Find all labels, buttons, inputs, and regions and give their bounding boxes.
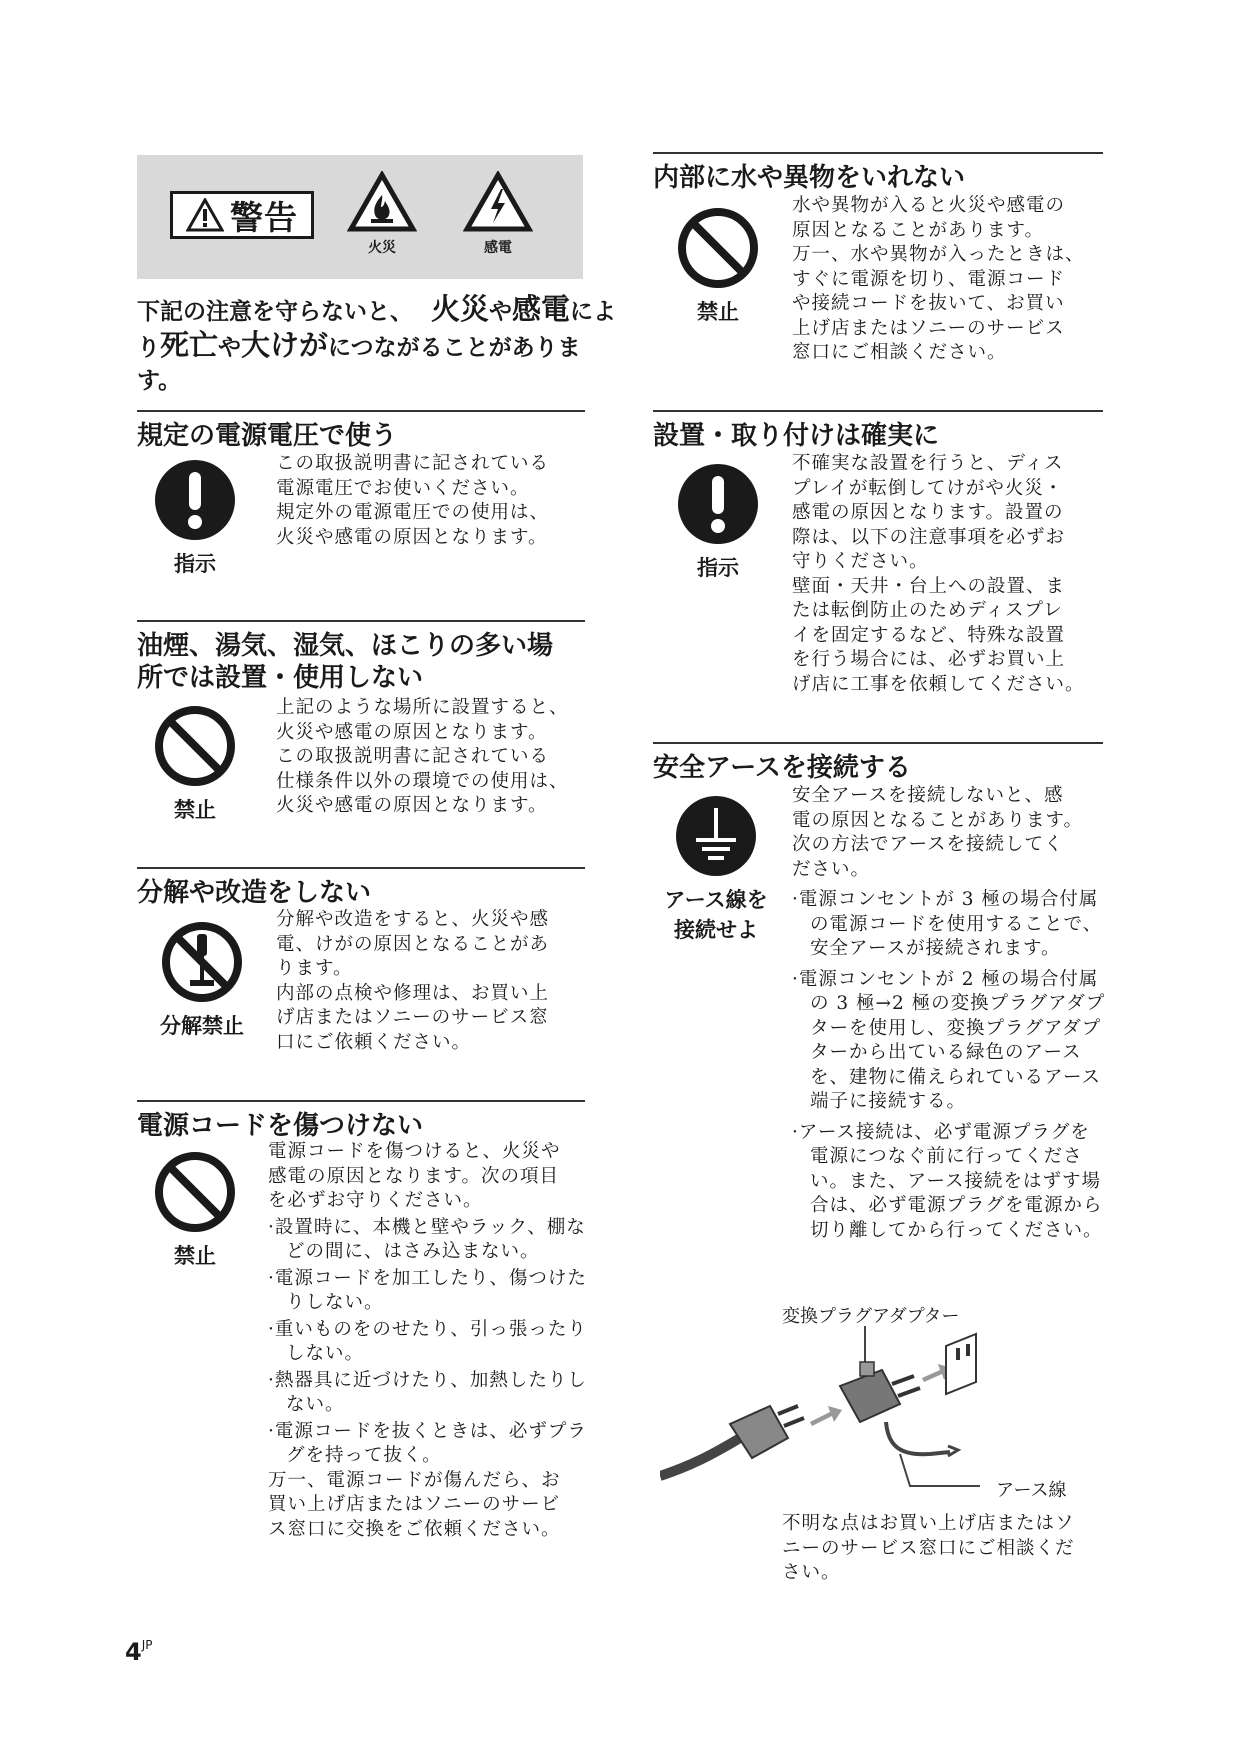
- body-line: ニーのサービス窓口にご相談くだ: [782, 1537, 1075, 1559]
- body-line: 原因となることがあります。: [792, 219, 1045, 241]
- body-line: たは転倒防止のためディスプレ: [792, 600, 1063, 621]
- bullet-item: ·重いものをのせたり、引っ張ったりしない。: [268, 1318, 587, 1364]
- ground-label-line: アース線を: [664, 888, 768, 912]
- body-line: 火災や感電の原因となります。: [276, 721, 548, 743]
- body-line: 万一、電源コードが傷んだら、お: [268, 1469, 561, 1491]
- lead-shock: 感電: [512, 292, 571, 326]
- body-line: 不明な点はお買い上げ店またはソ: [782, 1513, 1075, 1534]
- section-title-install: 設置・取り付けは確実に: [653, 410, 1103, 452]
- bullet-item: ·電源コンセントが 2 極の場合付属の 3 極→2 極の変換プラグアダプターを使用し、変換プラグアダプターから出ている緑色のアースを、建物に備えられているアース端子に接続する。: [792, 968, 1106, 1112]
- wire-label: アース線: [996, 1480, 1067, 1501]
- prohibition-icon-block: [137, 1150, 253, 1270]
- body-line: ス窓口に交換をご依頼ください。: [268, 1518, 561, 1540]
- lead-text-1: 下記の注意を守らないと、: [137, 299, 413, 325]
- body-line: イを固定するなど、特殊な設置: [792, 624, 1066, 646]
- no-disassembly-icon-block: [137, 920, 267, 1040]
- section-title-ground: 安全アースを接続する: [653, 742, 1103, 784]
- disassembly-body: [276, 908, 592, 1055]
- body-line: 口にご依頼ください。: [276, 1031, 472, 1053]
- bullet-item: ·熱器具に近づけたり、加熱したりしない。: [268, 1369, 587, 1415]
- body-line: 火災や感電の原因となります。: [276, 526, 548, 548]
- body-line: 電、けがの原因となることがあ: [276, 933, 550, 955]
- body-line: 窓口にご相談ください。: [792, 342, 1007, 363]
- prohibition-icon: [676, 206, 760, 290]
- instruction-icon-block: [660, 462, 776, 582]
- body-line: この取扱説明書に記されている: [276, 453, 550, 474]
- body-line: 分解や改造をすると、火災や感: [276, 909, 550, 930]
- page-number-suffix: JP: [141, 1638, 153, 1652]
- body-line: 仕様条件以外の環境での使用は、: [276, 770, 569, 792]
- environment-body: [276, 696, 592, 819]
- body-line: 不確実な設置を行うと、ディス: [792, 453, 1064, 474]
- bullet-item: ·設置時に、本機と壁やラック、棚などの間に、はさみ込まない。: [268, 1216, 586, 1262]
- body-line: 買い上げ店またはソニーのサービ: [268, 1494, 561, 1515]
- instruction-label: 指示: [174, 552, 216, 576]
- warning-label: 警告: [230, 197, 298, 237]
- fire-hazard: [337, 171, 427, 257]
- prohibition-icon: [153, 704, 237, 788]
- body-line: 壁面・天井・台上への設置、ま: [792, 575, 1066, 597]
- bullet-item: ·電源コードを抜くときは、必ずプラグを持って抜く。: [268, 1420, 587, 1466]
- shock-label: 感電: [484, 240, 512, 256]
- lead-death: 死亡: [160, 328, 219, 362]
- fire-label: 火災: [368, 240, 396, 256]
- ground-label-line: 接続せよ: [674, 918, 758, 942]
- body-line: 安全アースを接続しないと、感: [792, 785, 1064, 806]
- body-line: 万一、水や異物が入ったときは、: [792, 244, 1085, 265]
- section-title-water: 内部に水や異物をいれない: [653, 152, 1103, 194]
- body-line: 守りください。: [792, 551, 929, 572]
- body-line: 次の方法でアースを接続してく: [792, 834, 1064, 855]
- body-line: 電の原因となることがあります。: [792, 809, 1084, 831]
- install-body: [792, 452, 1104, 697]
- section-title-disassembly: 分解や改造をしない: [137, 867, 585, 909]
- body-line: 電源コードを傷つけると、火災や: [268, 1141, 561, 1162]
- cord-body: [268, 1140, 590, 1542]
- exclamation-icon: [153, 458, 237, 542]
- body-line: 内部の点検や修理は、お買い上: [276, 982, 550, 1004]
- body-line: この取扱説明書に記されている: [276, 746, 550, 767]
- body-line: げ店またはソニーのサービス窓: [276, 1007, 549, 1028]
- shock-hazard: [453, 171, 543, 257]
- title-line: 所では設置・使用しない: [137, 663, 424, 693]
- ground-outro: [782, 1512, 1104, 1586]
- ground-body: [792, 784, 1108, 1243]
- body-line: プレイが転倒してけがや火災・: [792, 477, 1064, 499]
- section-title-cord: 電源コードを傷つけない: [137, 1100, 585, 1142]
- lead-injury: 大けが: [241, 328, 329, 362]
- body-line: 火災や感電の原因となります。: [276, 795, 548, 816]
- ground-icon: [674, 794, 758, 878]
- instruction-icon-block: [137, 458, 253, 578]
- no-disassembly-icon: [160, 920, 244, 1004]
- body-line: げ店に工事を依頼してください。: [792, 673, 1085, 695]
- bullet-item: ·電源コードを加工したり、傷つけたりしない。: [268, 1267, 587, 1313]
- body-line: 規定外の電源電圧での使用は、: [276, 502, 550, 523]
- warning-box: [170, 191, 314, 239]
- lead-text-3: により: [137, 299, 617, 361]
- body-line: 上げ店またはソニーのサービス: [792, 317, 1065, 339]
- body-line: を必ずお守りください。: [268, 1190, 483, 1211]
- prohibition-icon: [153, 1150, 237, 1234]
- adapter-label: 変換プラグアダプター: [782, 1306, 960, 1327]
- body-line: を行う場合には、必ずお買い上: [792, 649, 1066, 670]
- fire-icon: [347, 171, 417, 233]
- lead-warning: [137, 293, 617, 398]
- bullet-item: ·アース接続は、必ず電源プラグを電源につなぐ前に行ってください。また、アース接続をはずす場合は、必ず電源プラグを電源から切り離してから行ってください。: [792, 1121, 1103, 1241]
- section-title-voltage: 規定の電源電圧で使う: [137, 410, 585, 452]
- caution-triangle-icon: [186, 198, 224, 232]
- lead-text-5: につながることがあります。: [137, 335, 581, 394]
- exclamation-icon: [676, 462, 760, 546]
- plug-adapter-diagram: [660, 1326, 990, 1492]
- water-body: [792, 194, 1104, 366]
- section-title-environment: [137, 620, 585, 694]
- page-number: [125, 1638, 152, 1666]
- lead-text-2: や: [489, 299, 513, 325]
- body-line: 水や異物が入ると火災や感電の: [792, 195, 1066, 216]
- body-line: 電源電圧でお使いください。: [276, 477, 530, 499]
- title-line: 油煙、湯気、湿気、ほこりの多い場: [137, 631, 554, 661]
- prohibition-label: 禁止: [174, 798, 216, 822]
- body-line: すぐに電源を切り、電源コード: [792, 268, 1066, 290]
- voltage-body: [276, 452, 586, 550]
- lead-fire: 火災: [431, 292, 490, 326]
- body-line: 際は、以下の注意事項を必ずお: [792, 526, 1066, 548]
- instruction-label: 指示: [697, 556, 739, 580]
- electric-shock-icon: [463, 171, 533, 233]
- body-line: 上記のような場所に設置すると、: [276, 697, 569, 718]
- body-line: さい。: [782, 1562, 841, 1583]
- body-line: 感電の原因となります。次の項目: [268, 1165, 560, 1187]
- body-line: 感電の原因となります。設置の: [792, 502, 1064, 523]
- prohibition-label: 禁止: [174, 1244, 216, 1268]
- prohibition-label: 禁止: [697, 300, 739, 324]
- warning-banner: [137, 155, 583, 279]
- body-line: ださい。: [792, 858, 871, 880]
- body-line: や接続コードを抜いて、お買い: [792, 293, 1065, 314]
- prohibition-icon-block: [137, 704, 253, 824]
- page-number-value: 4: [125, 1638, 142, 1666]
- prohibition-icon-block: [660, 206, 776, 326]
- body-line: ります。: [276, 958, 353, 979]
- no-disassembly-label: 分解禁止: [160, 1014, 244, 1038]
- ground-icon-block: [648, 794, 784, 944]
- lead-text-4: や: [218, 335, 242, 361]
- bullet-item: ·電源コンセントが 3 極の場合付属の電源コードを使用することで、安全アースが接続されます。: [792, 889, 1103, 959]
